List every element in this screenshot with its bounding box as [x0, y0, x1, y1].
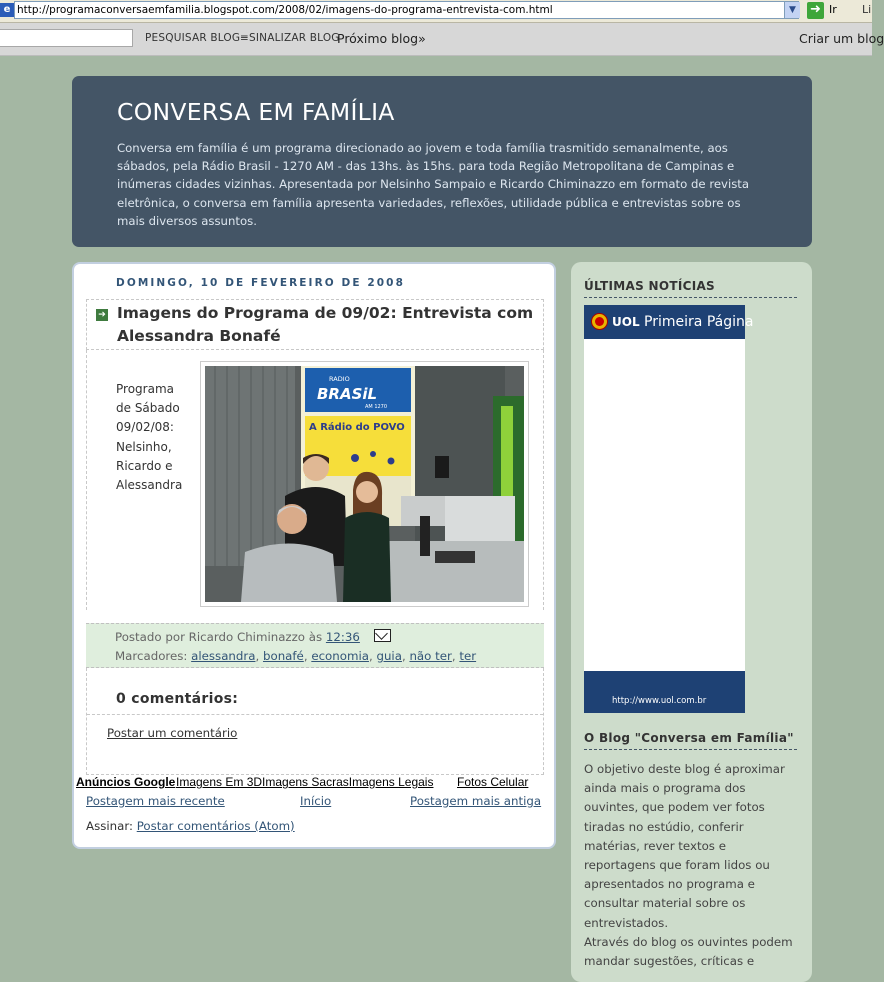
uol-widget-header	[584, 305, 754, 339]
post-title-main: Imagens do Programa de 09/02	[117, 304, 391, 322]
post-author-line	[115, 629, 391, 644]
post-caption: Programa de Sábado 09/02/08: Nelsinho, Ricardo e Alessandra	[116, 382, 183, 493]
banner-frequency-text: AM 1270	[365, 404, 388, 410]
flag-blog-button[interactable]	[240, 32, 340, 44]
studio-photo[interactable]	[200, 361, 529, 607]
subscribe-atom-link[interactable]: Postar comentários (Atom)	[136, 819, 295, 833]
email-post-icon[interactable]	[374, 629, 391, 642]
post-time-link[interactable]: 12:36	[325, 630, 360, 644]
post-title-box	[86, 299, 544, 350]
blog-pager	[86, 794, 544, 810]
label-link[interactable]: guia	[376, 649, 402, 663]
banner-brand-text: BRASiL	[317, 385, 378, 403]
about-paragraph-2: Através do blog os ouvintes podem mandar sugestões, críticas e	[584, 934, 793, 969]
blog-header	[72, 76, 812, 247]
uol-brand: UOL	[612, 315, 640, 329]
post-title[interactable]	[117, 302, 537, 348]
post-title-rest: Entrevista com Alessandra Bonafé	[117, 304, 534, 345]
url-input[interactable]: http://programaconversaemfamilia.blogspot.com/2008/02/imagens-do-programa-entrevista-com.html	[14, 1, 799, 19]
banner-radio-text: RADIO	[329, 375, 350, 383]
labels-prefix: Marcadores:	[115, 649, 188, 663]
subscribe-prefix: Assinar:	[86, 819, 133, 833]
older-post-link[interactable]: Postagem mais antiga	[410, 794, 542, 808]
post-title-separator: :	[390, 304, 403, 322]
uol-logo-icon	[591, 313, 608, 330]
label-link[interactable]: não ter	[409, 649, 452, 663]
post-body	[86, 350, 544, 610]
flag-icon: ≡	[240, 32, 249, 44]
uol-widget-title	[612, 314, 753, 330]
ad-link-fotos-celular[interactable]: Fotos Celular	[457, 775, 529, 789]
arrow-bullet-icon: ➔	[96, 309, 108, 321]
blog-search-input[interactable]	[0, 29, 133, 47]
label-link[interactable]: economia	[311, 649, 369, 663]
label-link[interactable]: ter	[459, 649, 477, 663]
search-blog-button[interactable]: PESQUISAR BLOG	[145, 32, 241, 44]
studio-photo-image	[205, 366, 524, 602]
banner-slogan-text: A Rádio do POVO	[309, 422, 405, 433]
uol-page-title: Primeira Página	[644, 314, 754, 330]
flag-blog-label: SINALIZAR BLOG	[249, 32, 340, 44]
uol-url-link[interactable]: http://www.uol.com.br	[612, 696, 707, 706]
address-bar	[0, 0, 872, 23]
uol-news-widget[interactable]	[584, 305, 754, 713]
post-date: DOMINGO, 10 DE FEVEREIRO DE 2008	[116, 277, 405, 289]
go-arrow-icon[interactable]: ➜	[807, 2, 824, 19]
post-comment-link[interactable]: Postar um comentário	[107, 726, 238, 740]
blogger-navbar	[0, 23, 884, 56]
label-link[interactable]: bonafé	[262, 649, 304, 663]
main-column	[72, 262, 556, 849]
go-button[interactable]: Ir	[829, 3, 837, 16]
newer-post-link[interactable]: Postagem mais recente	[86, 794, 225, 808]
ad-links[interactable]: Imagens Em 3DImagens SacrasImagens Legais	[176, 775, 434, 789]
home-link[interactable]: Início	[300, 794, 332, 808]
google-ads-bar	[76, 775, 556, 791]
post-labels: Marcadores: alessandra, bonafé, economia, guia, não ter, ter	[115, 649, 477, 663]
url-dropdown-icon[interactable]: ▼	[784, 2, 800, 18]
blog-description: Conversa em família é um programa direcionado ao jovem e toda família trasmitido semanalmente, aos sábados, pela Rádio Brasil - 1270 AM - das 13hs. às 15hs. para toda Região Metropolitana de Campinas e inúmeras cidades vizinhas. Apresentada por Nelsinho Sampaio e Ricardo Chiminazzo em formato de revista eletrônica, o conversa em família apresenta variedades, reflexões, utilidade pública e entrevistas sobre os mais diversos assuntos.	[117, 141, 750, 228]
google-ads-label[interactable]: Anúncios Google	[76, 775, 176, 789]
about-paragraph: O objetivo deste blog é aproximar ainda mais o programa dos ouvintes, que podem ver fotos tiradas no estúdio, conferir matérias, rever textos e reportagens que foram lidos ou apresentados no programa e consultar material sobre os entrevistados.	[584, 762, 785, 930]
subscribe-line	[86, 819, 295, 833]
sidebar-about-text	[584, 760, 799, 971]
comments-title: 0 comentários:	[116, 691, 239, 707]
create-blog-link[interactable]: Criar um blog	[799, 31, 884, 46]
uol-widget-footer	[584, 671, 745, 713]
post-footer	[86, 623, 544, 668]
sidebar-news-title: ÚLTIMAS NOTÍCIAS	[584, 279, 797, 298]
links-toolbar-label[interactable]: Li	[862, 3, 872, 16]
comments-section	[86, 668, 544, 775]
sidebar-about-title: O Blog "Conversa em Família"	[584, 731, 797, 750]
label-link[interactable]: alessandra	[191, 649, 256, 663]
blog-title[interactable]: CONVERSA EM FAMÍLIA	[117, 98, 395, 126]
comments-divider	[87, 714, 543, 715]
page-favicon-icon: e	[0, 3, 14, 17]
posted-by-prefix: Postado por Ricardo Chiminazzo às	[115, 630, 323, 644]
sidebar	[571, 262, 812, 982]
next-blog-link[interactable]: Próximo blog»	[337, 31, 426, 46]
